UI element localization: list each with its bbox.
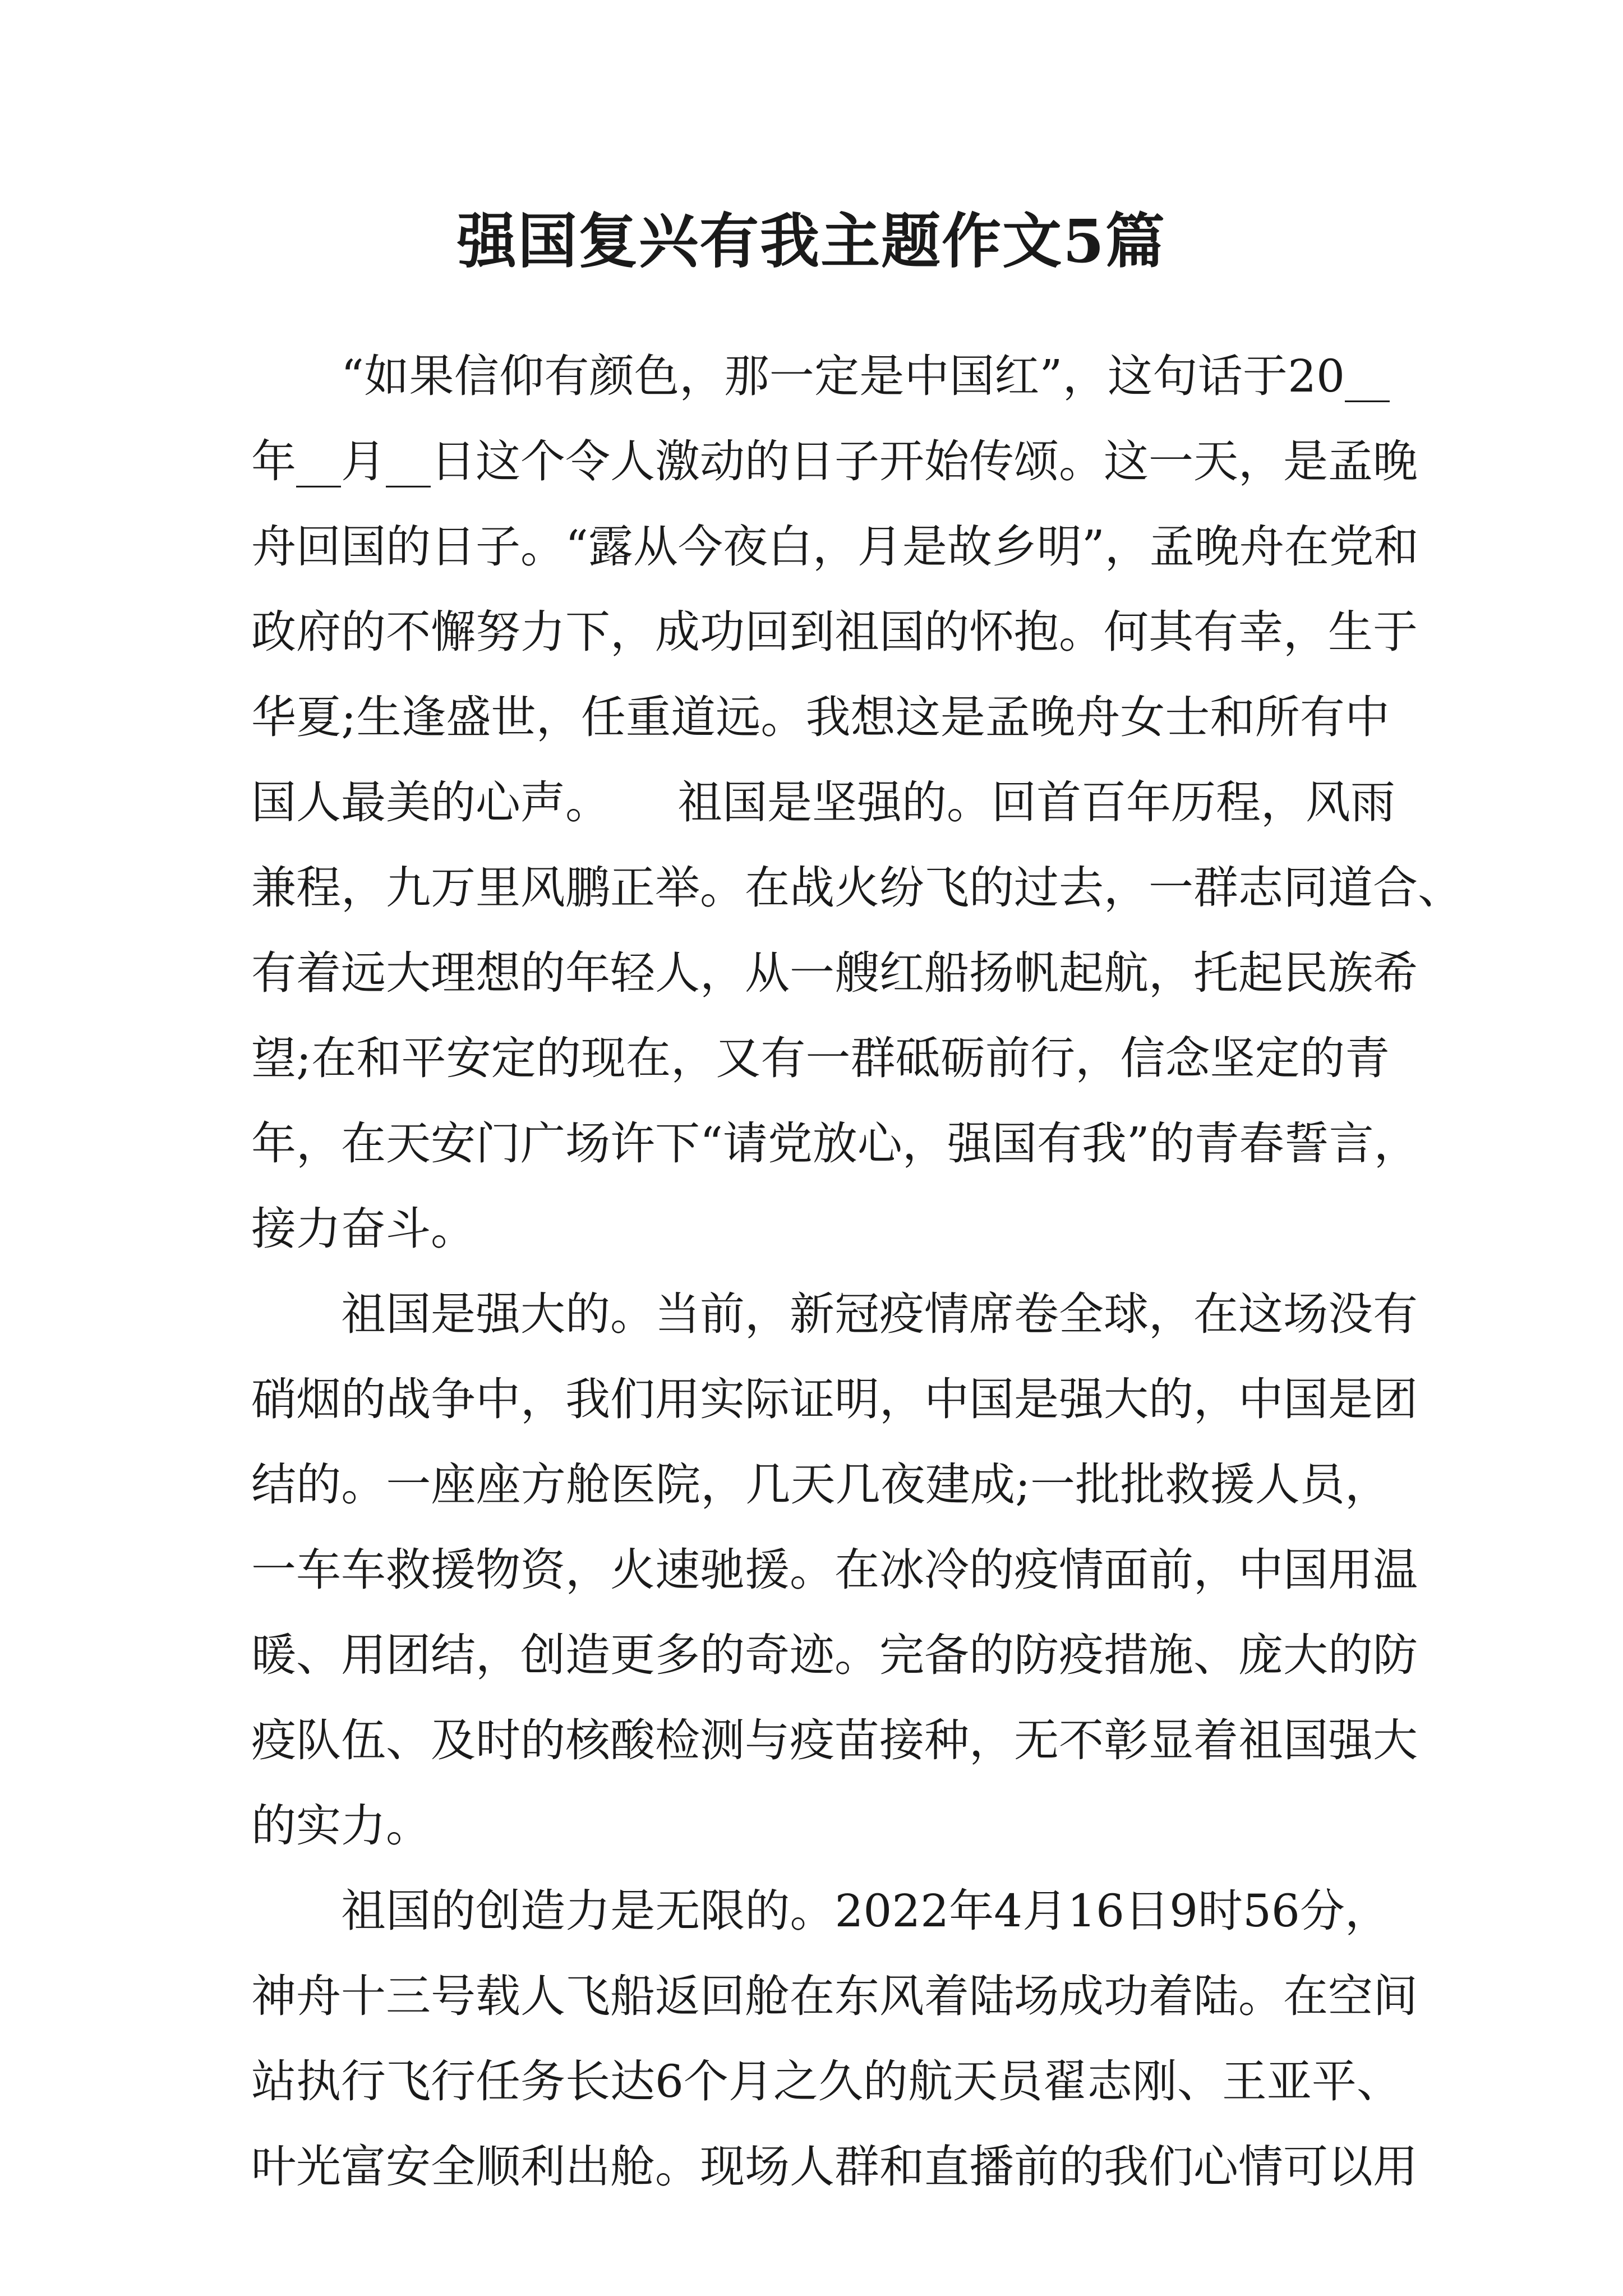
text-line: 望;在和平安定的现在，又有一群砥砺前行，信念坚定的青 bbox=[251, 1032, 1390, 1084]
text-line: 祖国的创造力是无限的。2022年4月16日9时56分， bbox=[341, 1885, 1390, 1937]
text-line: 华夏;生逢盛世，任重道远。我想这是孟晚舟女士和所有中 bbox=[251, 691, 1390, 743]
text-line: 疫队伍、及时的核酸检测与疫苗接种，无不彰显着祖国强大 bbox=[251, 1714, 1418, 1766]
text-line: 国人最美的心声。 祖国是坚强的。回首百年历程，风雨 bbox=[251, 776, 1395, 829]
text-line: 结的。一座座方舱医院，几天几夜建成;一批批救援人员， bbox=[251, 1458, 1390, 1511]
text-line: 硝烟的战争中，我们用实际证明，中国是强大的，中国是团 bbox=[251, 1373, 1418, 1425]
document-title: 强国复兴有我主题作文5篇 bbox=[457, 206, 1166, 276]
text-line: “如果信仰有颜色，那一定是中国红”，这句话于20__ bbox=[341, 350, 1390, 402]
text-line: 有着远大理想的年轻人，从一艘红船扬帆起航，托起民族希 bbox=[251, 947, 1418, 999]
text-line: 暖、用团结，创造更多的奇迹。完备的防疫措施、庞大的防 bbox=[251, 1629, 1418, 1681]
text-line: 叶光富安全顺利出舱。现场人群和直播前的我们心情可以用 bbox=[251, 2141, 1418, 2193]
text-line: 政府的不懈努力下，成功回到祖国的怀抱。何其有幸，生于 bbox=[251, 606, 1418, 658]
document-body bbox=[251, 334, 1463, 2210]
text-line: 站执行飞行任务长达6个月之久的航天员翟志刚、王亚平、 bbox=[251, 2055, 1401, 2108]
text-line: 的实力。 bbox=[251, 1800, 431, 1852]
text-line: 年__月__日这个令人激动的日子开始传颂。这一天，是孟晚 bbox=[251, 435, 1418, 487]
text-line: 神舟十三号载人飞船返回舱在东风着陆场成功着陆。在空间 bbox=[251, 1970, 1418, 2022]
text-line: 一车车救援物资，火速驰援。在冰冷的疫情面前，中国用温 bbox=[251, 1544, 1418, 1596]
text-line: 祖国是强大的。当前，新冠疫情席卷全球，在这场没有 bbox=[341, 1288, 1418, 1340]
text-line: 舟回国的日子。“露从今夜白，月是故乡明”，孟晚舟在党和 bbox=[251, 521, 1419, 573]
text-line: 兼程，九万里风鹏正举。在战火纷飞的过去，一群志同道合、 bbox=[251, 862, 1463, 914]
text-line: 接力奋斗。 bbox=[251, 1203, 476, 1255]
text-line: 年，在天安门广场许下“请党放心，强国有我”的青春誓言， bbox=[251, 1117, 1419, 1170]
